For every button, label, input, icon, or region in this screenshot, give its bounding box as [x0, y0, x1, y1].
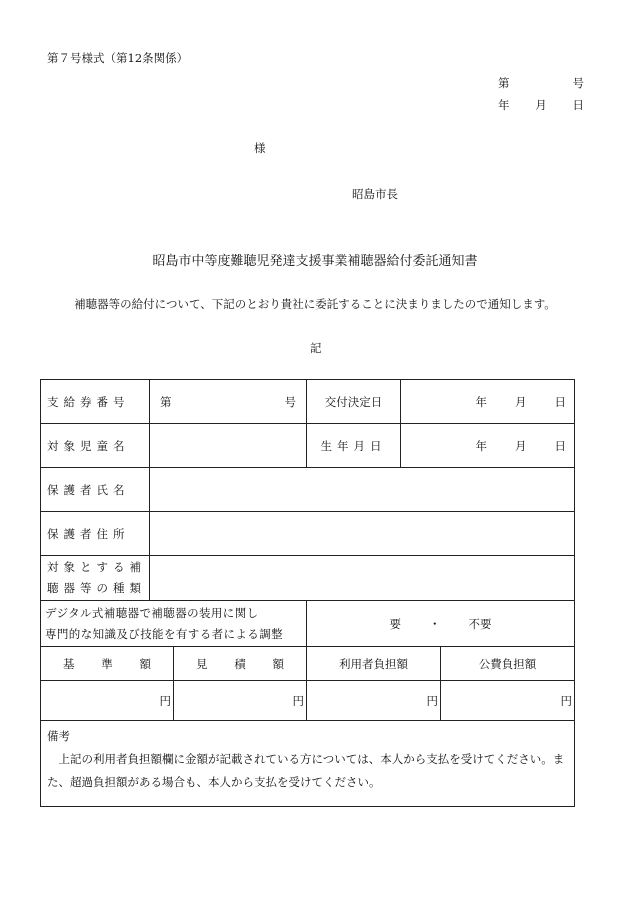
- estimate-amount-header-3: 額: [272, 656, 284, 671]
- remarks-text: 上記の利用者負担額欄に金額が記載されている方については、本人から支払を受けてください。また、超過負担額がある場合も、本人から支払を受けてください。: [47, 752, 565, 789]
- adjustment-label-line1: デジタル式補聴器で補聴器の装用に関し: [45, 605, 259, 620]
- guardian-name-label: 保護者氏名: [41, 468, 150, 512]
- decision-date-year: 年: [475, 394, 487, 409]
- document-number-suffix: 号: [572, 76, 584, 90]
- document-date: [498, 97, 584, 113]
- ticket-number-label: 支給券番号: [41, 380, 150, 424]
- base-amount-header-1: 基: [63, 656, 75, 671]
- table-row: [41, 647, 575, 681]
- table-row: [41, 681, 575, 721]
- table-row: [41, 721, 575, 807]
- public-burden-yen: 円: [441, 681, 575, 721]
- document-number-prefix: 第: [498, 76, 510, 90]
- birth-date-label: 生年月日: [307, 424, 401, 468]
- remarks-cell: [41, 721, 575, 807]
- remarks-label: 備考: [47, 729, 70, 743]
- intro-text: 補聴器等の給付について、下記のとおり貴社に委託することに決まりましたので通知します。: [74, 297, 556, 311]
- document-date-month: 月: [535, 98, 547, 112]
- adjustment-separator: ・: [429, 616, 441, 631]
- birth-date-year: 年: [475, 438, 487, 453]
- ticket-number-suffix: 号: [284, 394, 296, 409]
- sender: 昭島市長: [352, 187, 398, 201]
- table-row: [41, 556, 575, 601]
- user-burden-yen: 円: [307, 681, 441, 721]
- base-amount-yen: 円: [41, 681, 174, 721]
- notice-table: [40, 379, 575, 807]
- adjustment-choice-cell: [307, 601, 575, 647]
- estimate-amount-header-1: 見: [196, 656, 208, 671]
- birth-date-month: 月: [515, 438, 527, 453]
- table-row: [41, 468, 575, 512]
- table-row: [41, 424, 575, 468]
- guardian-name-cell: [150, 468, 575, 512]
- decision-date-label: 交付決定日: [307, 380, 401, 424]
- document-date-year: 年: [498, 98, 510, 112]
- table-row: [41, 512, 575, 556]
- user-burden-header: 利用者負担額: [307, 647, 441, 681]
- adjustment-not-required: 不要: [468, 616, 492, 631]
- table-row: [41, 601, 575, 647]
- device-type-cell: [150, 556, 575, 601]
- device-type-label-line2: 聴器等の種類: [47, 581, 146, 595]
- birth-date-cell: [401, 424, 575, 468]
- child-name-cell: [150, 424, 307, 468]
- estimate-amount-header: [174, 647, 307, 681]
- adjustment-label: [41, 601, 307, 647]
- guardian-address-cell: [150, 512, 575, 556]
- form-number: 第７号様式（第12条関係）: [47, 51, 189, 65]
- decision-date-day: 日: [554, 394, 566, 409]
- base-amount-header: [41, 647, 174, 681]
- document-title: 昭島市中等度難聴児発達支援事業補聴器給付委託通知書: [152, 254, 478, 269]
- document-date-day: 日: [572, 98, 584, 112]
- table-row: [41, 380, 575, 424]
- decision-date-month: 月: [515, 394, 527, 409]
- decision-date-cell: [401, 380, 575, 424]
- adjustment-label-line2: 専門的な知識及び技能を有する者による調整: [45, 626, 283, 641]
- estimate-amount-header-2: 積: [234, 656, 246, 671]
- guardian-address-label: 保護者住所: [41, 512, 150, 556]
- public-burden-header: 公費負担額: [441, 647, 575, 681]
- child-name-label: 対象児童名: [41, 424, 150, 468]
- estimate-amount-yen: 円: [174, 681, 307, 721]
- birth-date-day: 日: [554, 438, 566, 453]
- adjustment-required: 要: [389, 616, 401, 631]
- addressee-suffix: 様: [254, 141, 266, 155]
- device-type-label-line1: 対象とする補: [47, 560, 146, 574]
- base-amount-header-2: 準: [101, 656, 113, 671]
- ticket-number-prefix: 第: [160, 394, 172, 409]
- device-type-label: [41, 556, 150, 601]
- ticket-number-cell: [150, 380, 307, 424]
- document-number: [498, 75, 584, 91]
- base-amount-header-3: 額: [139, 656, 151, 671]
- ki-marker: 記: [310, 341, 322, 355]
